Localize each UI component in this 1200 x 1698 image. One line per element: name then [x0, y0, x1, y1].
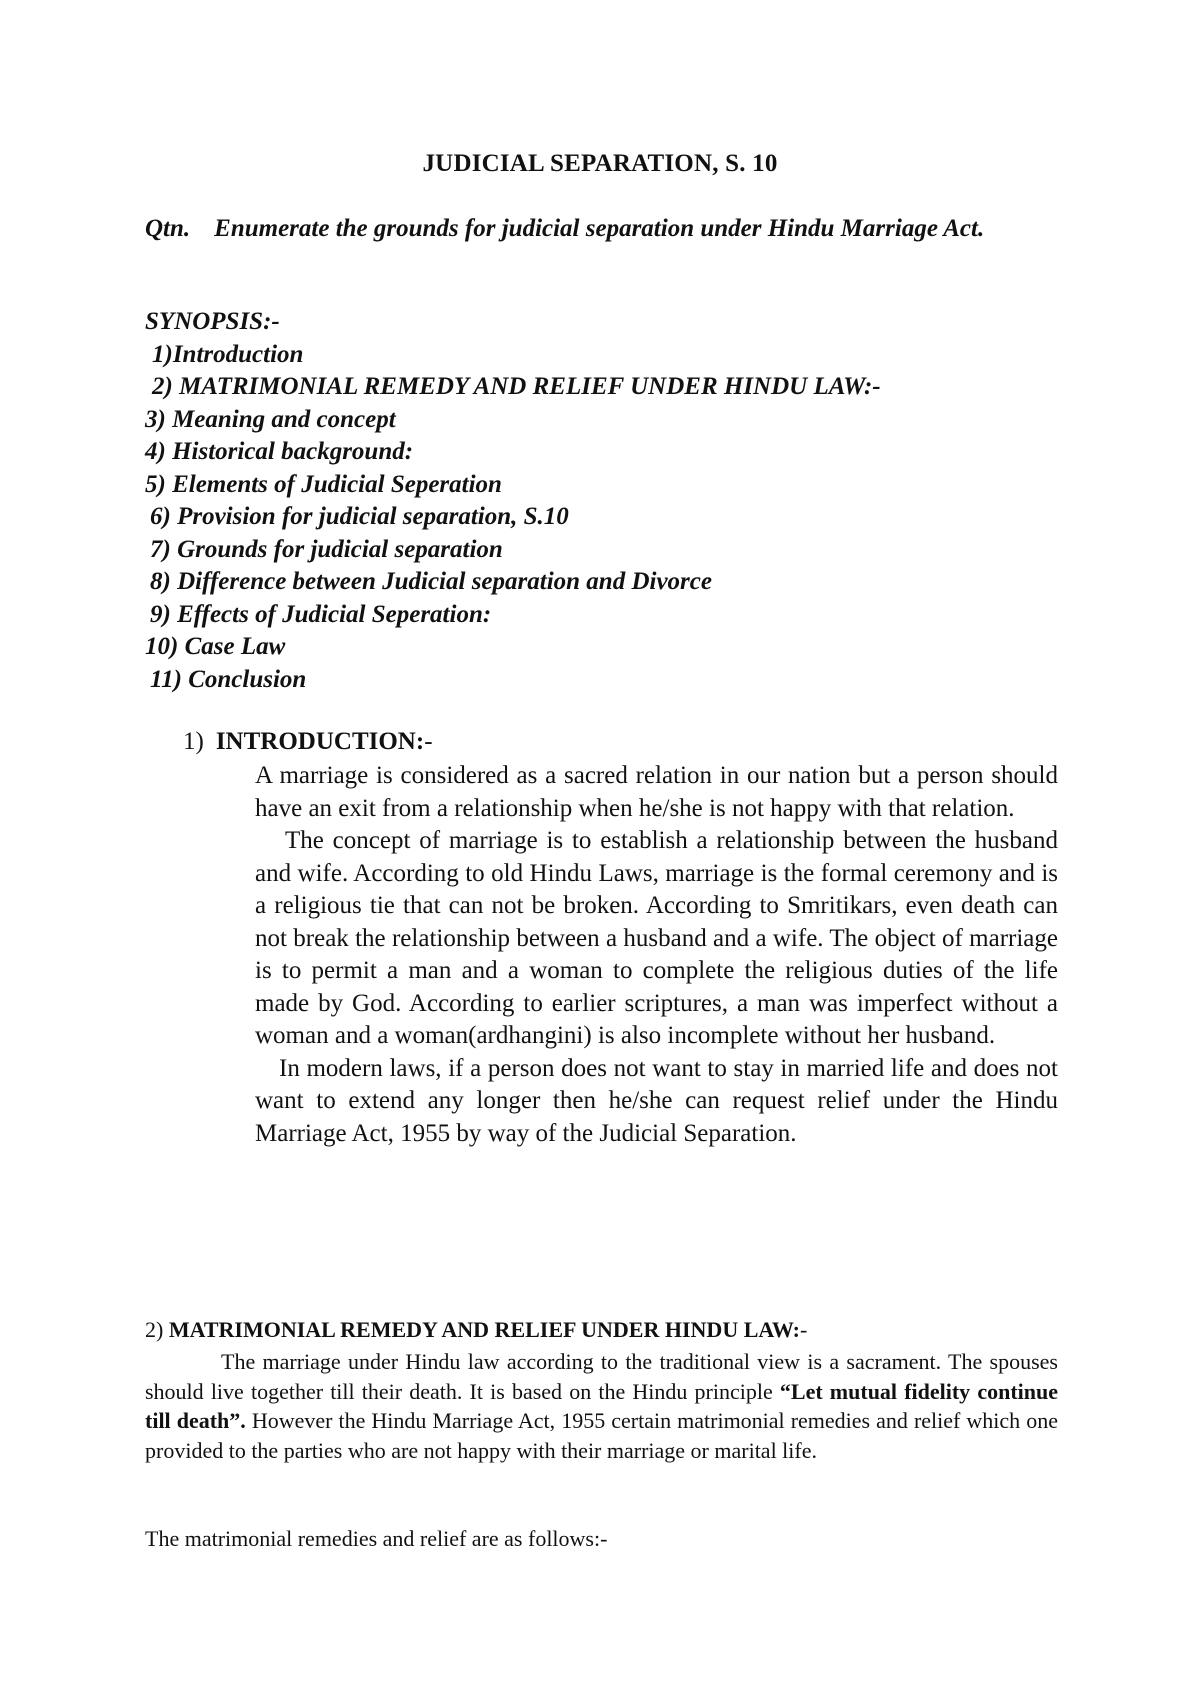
introduction-paragraph: The concept of marriage is to establish a relationship between the husband and wife. According to old Hindu Laws, marriage is the formal ceremony and is a religious tie that can not be broken. According to Smritikars, even death can not break the relationship between a husband and a wife. The object of marriage is to permit a man and a woman to complete the religious duties of the life made by God. According to earlier scriptures, a man was imperfect without a woman and a woman(ardhangini) is also incomplete without her husband. — [255, 827, 1058, 1049]
introduction-heading-text: INTRODUCTION: — [215, 728, 425, 755]
synopsis-heading: SYNOPSIS:- — [145, 308, 280, 335]
section2-body — [145, 1347, 1058, 1465]
introduction-paragraph: In modern laws, if a person does not want to stay in married life and does not want to extend any longer then he/she can request relief under the Hindu Marriage Act, 1955 by way of the Judicial Separation. — [255, 1054, 1058, 1147]
section2-heading-text: MATRIMONIAL REMEDY AND RELIEF UNDER HINDU LAW: — [168, 1317, 800, 1342]
introduction-paragraph: A marriage is considered as a sacred relation in our nation but a person should have an exit from a relationship when he/she is not happy with that relation. — [255, 762, 1058, 822]
introduction-heading — [183, 728, 433, 756]
section2-text-before: The marriage under Hindu law according to the traditional view is a sacrament. The spouses should live together till their death. It is based on the Hindu principle — [145, 1349, 1058, 1404]
question-label: Qtn. — [145, 215, 191, 242]
section2-text-after: However the Hindu Marriage Act, 1955 certain matrimonial remedies and relief which one provided to the parties who are not happy with their marriage or marital life. — [145, 1408, 1058, 1463]
section2-paragraph — [145, 1347, 1058, 1465]
synopsis-item: 7) Grounds for judicial separation — [150, 535, 503, 563]
question — [145, 212, 1063, 245]
introduction-body — [255, 760, 1058, 1150]
section2-heading — [145, 1317, 807, 1343]
synopsis-item: 6) Provision for judicial separation, S.10 — [150, 503, 569, 530]
section2-dash: - — [799, 1317, 808, 1342]
introduction-dash: - — [424, 728, 433, 755]
synopsis-item: 1)Introduction — [152, 340, 304, 368]
section2-footer: The matrimonial remedies and relief are as follows:- — [145, 1526, 608, 1551]
question-text: Enumerate the grounds for judicial separation under Hindu Marriage Act. — [214, 215, 985, 242]
synopsis-item: 10) Case Law — [145, 633, 286, 660]
synopsis-item: 3) Meaning and concept — [145, 405, 396, 433]
section2-number: 2) — [145, 1317, 164, 1342]
synopsis-item: 11) Conclusion — [150, 665, 307, 693]
synopsis-item: 4) Historical background: — [145, 438, 414, 465]
synopsis-item: 2) MATRIMONIAL REMEDY AND RELIEF UNDER HINDU LAW:- — [152, 373, 881, 400]
section2-quote: “Let mutual fidelity continue till death”. — [145, 1378, 1059, 1433]
document-title: JUDICIAL SEPARATION, S. 10 — [422, 150, 778, 177]
synopsis-item: 8) Difference between Judicial separation and Divorce — [150, 568, 712, 595]
synopsis — [145, 306, 1045, 696]
synopsis-item: 5) Elements of Judicial Seperation — [145, 470, 502, 498]
synopsis-list — [145, 339, 1045, 697]
synopsis-item: 9) Effects of Judicial Seperation: — [150, 600, 492, 628]
introduction-number: 1) — [183, 728, 204, 755]
